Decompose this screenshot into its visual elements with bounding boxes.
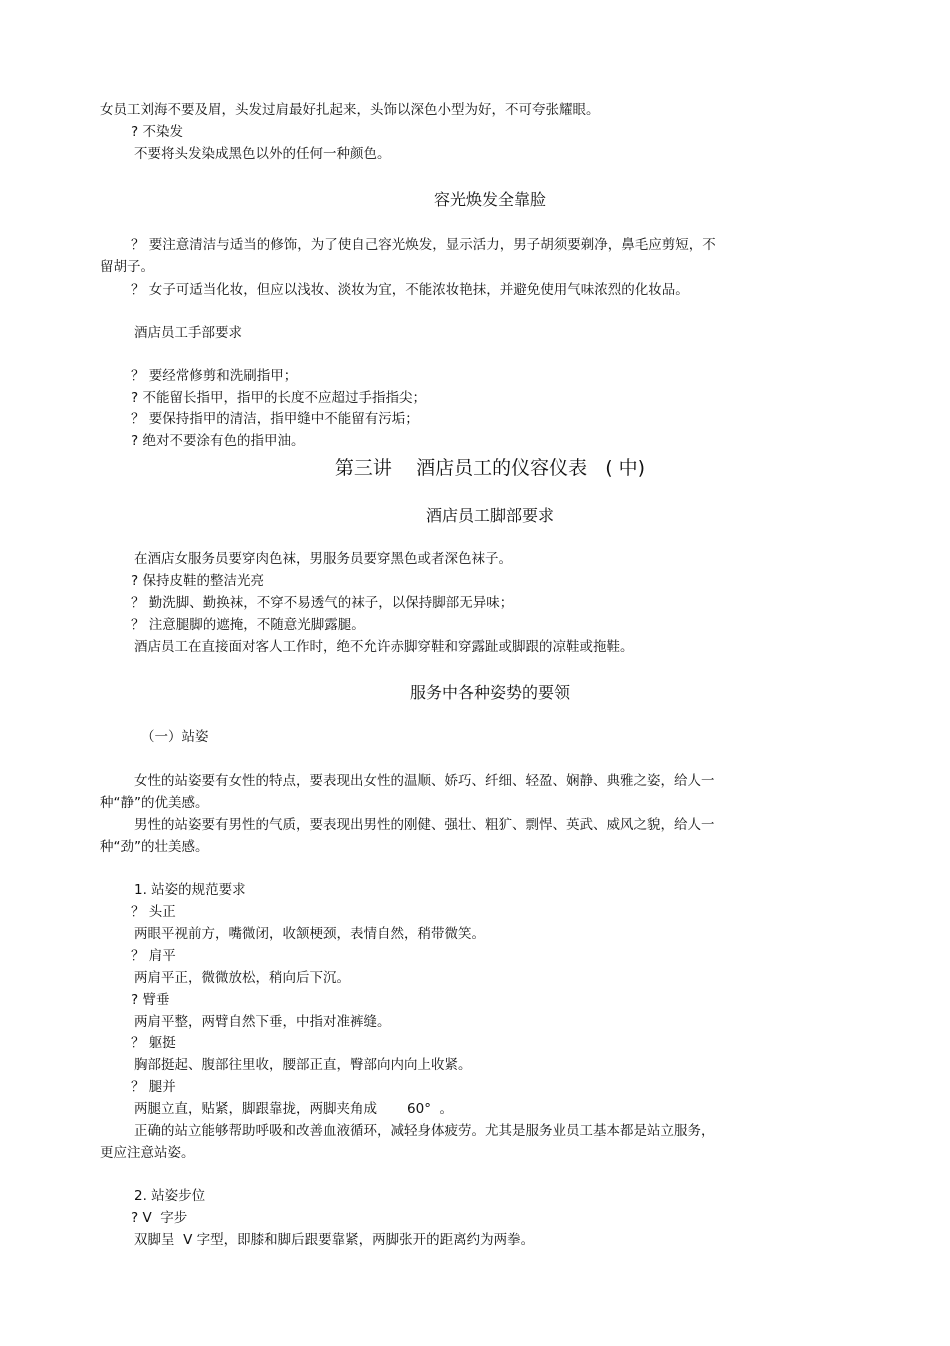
text-line: 酒店员工在直接面对客人工作时，绝不允许赤脚穿鞋和穿露趾或脚跟的凉鞋或拖鞋。 — [134, 639, 634, 655]
text-line: 女性的站姿要有女性的特点，要表现出女性的温顺、娇巧、纤细、轻盈、娴静、典雅之姿，给人一 — [134, 773, 715, 789]
text-line: 更应注意站姿。 — [100, 1145, 195, 1161]
bullet-item: ? 臂垂 — [131, 992, 170, 1008]
text-line: 两肩平整，两臂自然下垂，中指对准裤缝。 — [134, 1014, 391, 1030]
text-line: 双脚呈 V 字型，即膝和脚后跟要靠紧，两脚张开的距离约为两拳。 — [134, 1232, 535, 1248]
subsection-heading: 酒店员工手部要求 — [134, 325, 242, 341]
text-line: 留胡子。 — [100, 259, 154, 275]
text-line: 两腿立直，贴紧，脚跟靠拢，两脚夹角成 60° 。 — [134, 1101, 454, 1117]
text-line: 不要将头发染成黑色以外的任何一种颜色。 — [134, 146, 391, 162]
bullet-item: ? V 字步 — [131, 1210, 188, 1226]
section-heading: 容光焕发全靠脸 — [433, 190, 546, 209]
text-line: 两眼平视前方，嘴微闭，收颔梗颈，表情自然，稍带微笑。 — [134, 926, 485, 942]
subsection-heading: （一）站姿 — [141, 729, 209, 745]
text-line: 女员工刘海不要及眉，头发过肩最好扎起来，头饰以深色小型为好，不可夸张耀眼。 — [100, 102, 600, 118]
bullet-item: ？ 女子可适当化妆，但应以浅妆、淡妆为宜，不能浓妆艳抹，并避免使用气味浓烈的化妆品。 — [131, 282, 689, 298]
lecture-title: 第三讲 酒店员工的仪容仪表 ( 中) — [334, 457, 646, 479]
bullet-item: ？ 头正 — [131, 904, 176, 920]
bullet-item: ? 保持皮鞋的整洁光亮 — [131, 573, 264, 589]
bullet-item: ? 不染发 — [131, 124, 183, 140]
bullet-item: ？ 要经常修剪和洗刷指甲； — [131, 368, 298, 384]
text-line: 胸部挺起、腹部往里收，腰部正直，臀部向内向上收紧。 — [134, 1057, 472, 1073]
bullet-item: ？ 勤洗脚、勤换袜，不穿不易透气的袜子，以保持脚部无异味； — [131, 595, 514, 611]
section-heading: 服务中各种姿势的要领 — [409, 683, 570, 702]
text-line: 男性的站姿要有男性的气质，要表现出男性的刚健、强壮、粗犷、剽悍、英武、威风之貌，给人一 — [134, 817, 715, 833]
bullet-item: ？ 躯挺 — [131, 1035, 176, 1051]
text-line: 正确的站立能够帮助呼吸和改善血液循环，减轻身体疲劳。尤其是服务业员工基本都是站立服务， — [134, 1123, 715, 1139]
text-line: 种“静”的优美感。 — [100, 795, 209, 811]
section-heading: 酒店员工脚部要求 — [425, 506, 554, 525]
bullet-item: ？ 注意腿脚的遮掩，不随意光脚露腿。 — [131, 617, 365, 633]
bullet-item: ？ 要注意清洁与适当的修饰，为了使自己容光焕发，显示活力，男子胡须要剃净，鼻毛应剪短，不 — [131, 237, 716, 253]
bullet-item: ？ 要保持指甲的清洁，指甲缝中不能留有污垢； — [131, 411, 419, 427]
bullet-item: ? 不能留长指甲，指甲的长度不应超过手指指尖； — [131, 390, 426, 406]
subsection-heading: 1. 站姿的规范要求 — [134, 882, 246, 898]
text-line: 在酒店女服务员要穿肉色袜，男服务员要穿黑色或者深色袜子。 — [134, 551, 512, 567]
text-line: 两肩平正，微微放松，稍向后下沉。 — [134, 970, 350, 986]
text-line: 种“劲”的壮美感。 — [100, 839, 209, 855]
bullet-item: ？ 腿并 — [131, 1079, 176, 1095]
bullet-item: ? 绝对不要涂有色的指甲油。 — [131, 433, 305, 449]
subsection-heading: 2. 站姿步位 — [134, 1188, 206, 1204]
bullet-item: ？ 肩平 — [131, 948, 176, 964]
